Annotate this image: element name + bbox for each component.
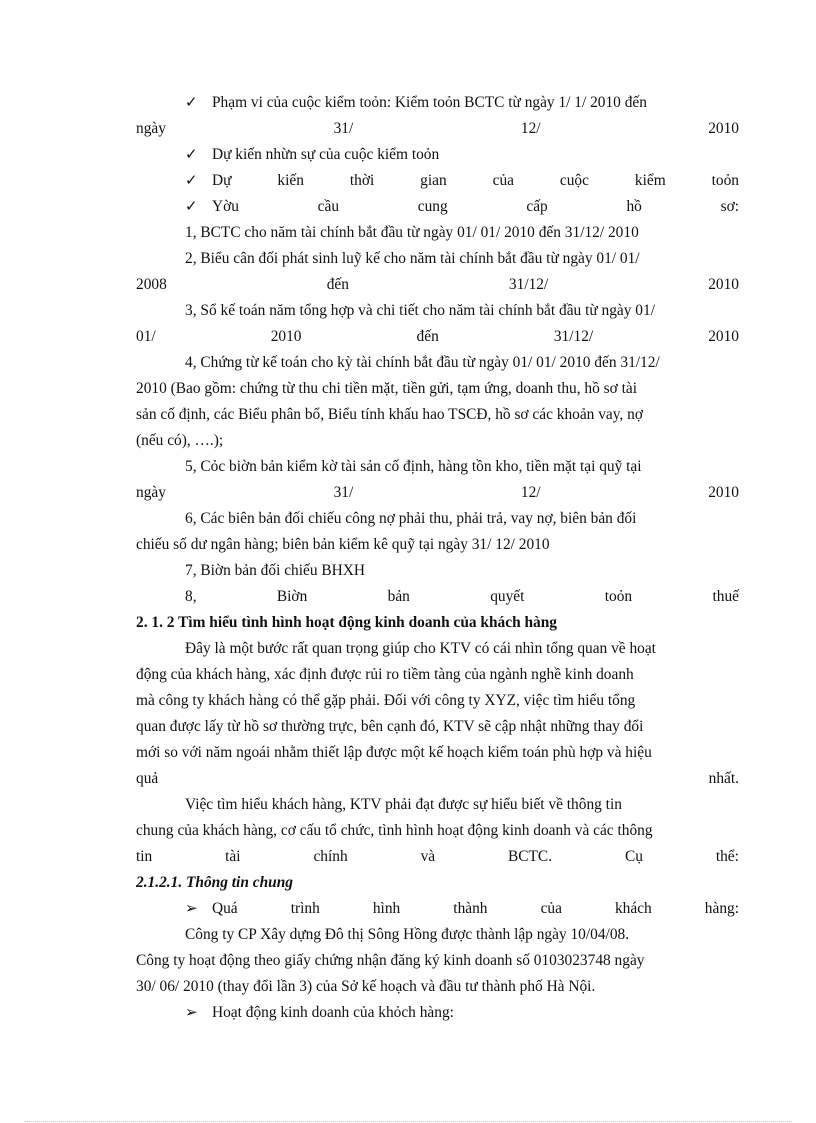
arrow-bullet-icon: ➢	[185, 901, 198, 917]
word: 2010	[708, 276, 739, 293]
word: quyết	[490, 588, 525, 605]
word: thời	[349, 172, 375, 189]
text-line	[136, 844, 739, 870]
word: tài	[225, 848, 241, 865]
word: toỏn	[604, 588, 633, 605]
word: bản	[387, 588, 410, 605]
justified-words	[212, 168, 739, 194]
word: ngày	[136, 120, 166, 137]
checkmark-icon: ✓	[185, 147, 198, 163]
text-line: Đây là một bước rất quan trọng giúp cho KTV có cái nhìn tổng quan về hoạt	[185, 640, 656, 657]
checkmark-icon: ✓	[185, 199, 198, 215]
word: quả	[136, 770, 159, 787]
arrow-bullet-icon: ➢	[185, 1005, 198, 1021]
word: khách	[614, 900, 652, 917]
text-line: sản cố định, các Biểu phân bổ, Biểu tính khấu hao TSCĐ, hồ sơ các khoản vay, nợ	[136, 406, 643, 423]
word: thuế	[712, 588, 739, 605]
word: 12/	[520, 120, 541, 137]
text-line: 3, Sổ kế toán năm tổng hợp và chi tiết cho năm tài chính bắt đầu từ ngày 01/	[185, 302, 655, 319]
word: Cụ	[624, 848, 643, 865]
word: đến	[326, 276, 349, 293]
line-text: Dự kiến nhừn sự của cuộc kiểm toỏn	[212, 146, 440, 163]
text-line	[136, 896, 739, 922]
text-line	[136, 766, 739, 792]
word: cầu	[317, 198, 340, 215]
word: của	[540, 900, 562, 917]
word: 2010	[708, 328, 739, 345]
line-text: Hoạt động kinh doanh của khỏch hàng:	[212, 1004, 454, 1021]
word: kiến	[277, 172, 304, 189]
word: cuộc	[559, 172, 589, 189]
word: 2010	[270, 328, 302, 345]
word: cấp	[526, 198, 548, 215]
text-line: Công ty hoạt động theo giấy chứng nhận đăng ký kinh doanh số 0103023748 ngày	[136, 952, 645, 969]
page-bottom-border	[24, 1121, 792, 1122]
text-line	[136, 584, 739, 610]
section-heading: 2. 1. 2 Tìm hiểu tình hình hoạt động kinh doanh của khách hàng	[136, 614, 557, 631]
word: cung	[417, 198, 448, 215]
word: tin	[136, 848, 153, 865]
text-line: Công ty CP Xây dựng Đô thị Sông Hồng được thành lập ngày 10/04/08.	[185, 926, 630, 943]
word: 2010	[708, 120, 739, 137]
checkmark-icon: ✓	[185, 95, 198, 111]
text-line: 1, BCTC cho năm tài chính bắt đầu từ ngày 01/ 01/ 2010 đến 31/12/ 2010	[185, 224, 639, 241]
text-line: quan được lấy từ hồ sơ thường trực, bên cạnh đó, KTV sẽ cập nhật những thay đổi	[136, 718, 644, 735]
word: 2010	[708, 484, 739, 501]
word: thể:	[715, 848, 739, 865]
justified-words	[212, 896, 739, 922]
text-line	[136, 194, 739, 220]
text-line: 7, Biờn bản đối chiếu BHXH	[185, 562, 365, 579]
text-line: động của khách hàng, xác định được rủi ro tiềm tàng của ngành nghề kinh doanh	[136, 666, 634, 683]
text-line: chiếu số dư ngân hàng; biên bản kiểm kê quỹ tại ngày 31/ 12/ 2010	[136, 536, 550, 553]
word: thành	[453, 900, 488, 917]
word: hồ	[626, 198, 642, 215]
word: 31/12/	[508, 276, 549, 293]
word: 01/	[136, 328, 156, 345]
text-line	[136, 480, 739, 506]
text-line	[136, 1000, 739, 1026]
word: của	[492, 172, 514, 189]
word: ngày	[136, 484, 166, 501]
text-line: chung của khách hàng, cơ cấu tổ chức, tình hình hoạt động kinh doanh và các thông	[136, 822, 653, 839]
text-line: 2010 (Bao gồm: chứng từ thu chi tiền mặt, tiền gửi, tạm ứng, doanh thu, hồ sơ tài	[136, 380, 638, 397]
text-line	[136, 168, 739, 194]
subsection-heading: 2.1.2.1. Thông tin chung	[136, 874, 293, 891]
word: toỏn	[711, 172, 739, 189]
text-line: 30/ 06/ 2010 (thay đổi lần 3) của Sở kế hoạch và đầu tư thành phố Hà Nội.	[136, 978, 596, 995]
text-line: 2, Biểu cân đối phát sinh luỹ kế cho năm tài chính bắt đầu từ ngày 01/ 01/	[185, 250, 640, 267]
word: Biờn	[276, 588, 308, 605]
text-line	[136, 116, 739, 142]
word: và	[420, 848, 436, 865]
word: 2008	[136, 276, 167, 293]
word: 12/	[520, 484, 541, 501]
document-page	[136, 90, 739, 1026]
word: nhất.	[708, 770, 739, 787]
text-line	[136, 142, 739, 168]
word: sơ:	[720, 198, 739, 215]
word: 31/12/	[553, 328, 594, 345]
word: trình	[290, 900, 320, 917]
justified-words	[212, 194, 739, 220]
word: BCTC.	[508, 848, 553, 865]
text-line: Việc tìm hiểu khách hàng, KTV phải đạt được sự hiểu biết về thông tin	[185, 796, 622, 813]
text-line	[136, 324, 739, 350]
word: hình	[372, 900, 401, 917]
word: 8,	[185, 588, 197, 605]
word: 31/	[333, 120, 354, 137]
word: chính	[313, 848, 348, 865]
word: hàng:	[704, 900, 739, 917]
text-line: 4, Chứng từ kế toán cho kỳ tài chính bắt đầu từ ngày 01/ 01/ 2010 đến 31/12/	[185, 354, 660, 371]
word: kiểm	[634, 172, 666, 189]
text-line: mà công ty khách hàng có thể gặp phải. Đối với công ty XYZ, việc tìm hiểu tổng	[136, 692, 636, 709]
checkmark-icon: ✓	[185, 173, 198, 189]
text-line: (nếu có), ….);	[136, 432, 224, 449]
text-line	[136, 272, 739, 298]
word: Yờu	[212, 198, 239, 215]
word: đến	[416, 328, 439, 345]
word: 31/	[333, 484, 354, 501]
text-line: 6, Các biên bản đối chiếu công nợ phải thu, phải trả, vay nợ, biên bản đối	[185, 510, 637, 527]
text-line: mới so với năm ngoái nhằm thiết lập được một kế hoạch kiểm toán phù hợp và hiệu	[136, 744, 652, 761]
word: gian	[420, 172, 447, 189]
line-text: Phạm vi của cuộc kiểm toỏn: Kiểm toỏn BCTC từ ngày 1/ 1/ 2010 đến	[212, 94, 647, 111]
word: Quá	[212, 900, 238, 917]
text-line: 5, Cỏc biờn bản kiểm kờ tài sản cố định, hàng tồn kho, tiền mặt tại quỹ tại	[185, 458, 642, 475]
word: Dự	[212, 172, 232, 189]
text-line	[136, 90, 739, 116]
